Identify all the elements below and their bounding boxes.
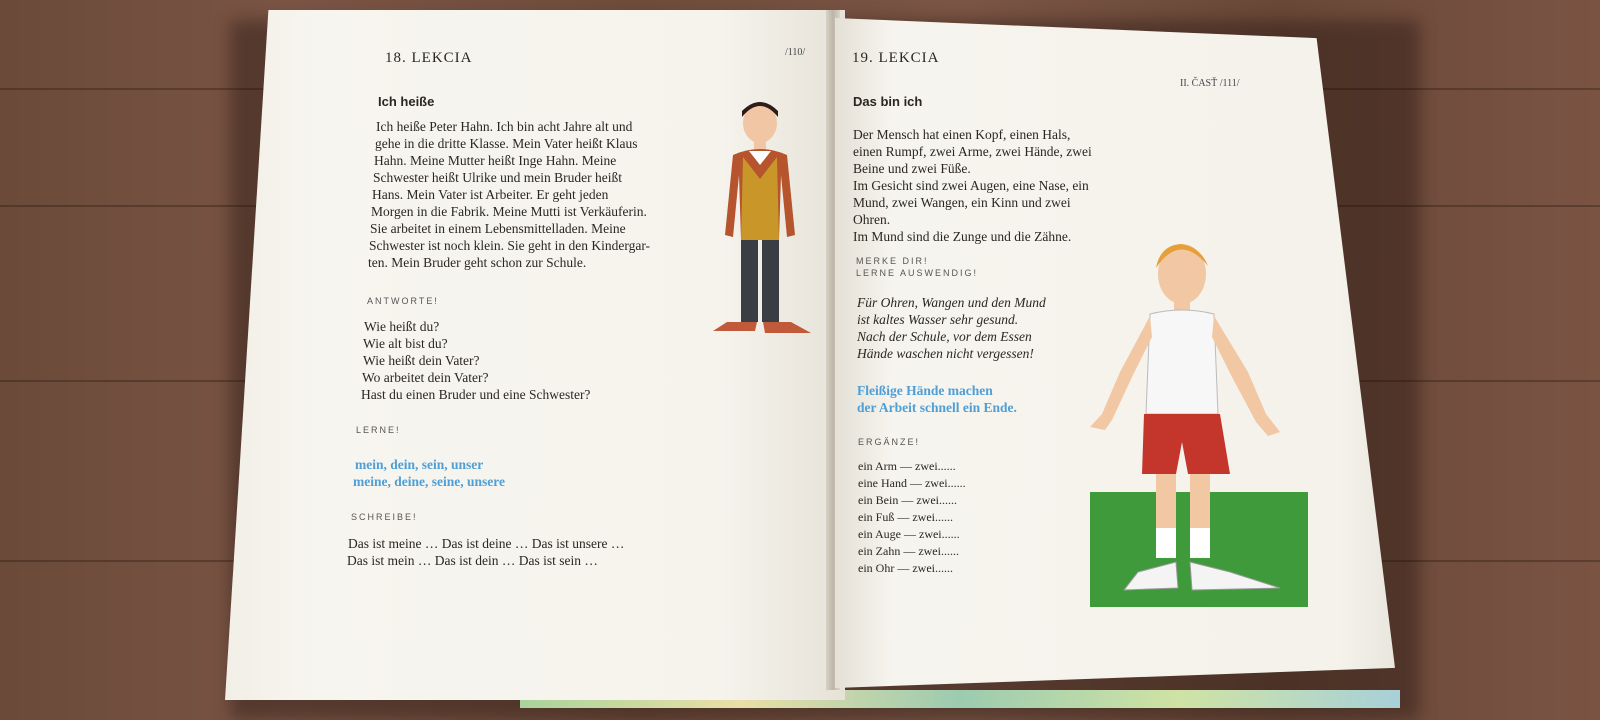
paragraph-line: Der Mensch hat einen Kopf, einen Hals, — [853, 127, 1071, 142]
boy-illustration — [705, 95, 815, 345]
learn-label: LERNE! — [356, 425, 401, 435]
left-lesson-title: Ich heiße — [378, 94, 435, 109]
paragraph-line: Morgen in die Fabrik. Meine Mutti ist Verkäuferin. — [371, 204, 647, 219]
right-page-number: II. ČASŤ /111/ — [1180, 78, 1240, 89]
exercise-item: ein Auge — zwei...... — [858, 527, 960, 541]
paragraph-line: Ohren. — [853, 212, 891, 227]
write-line: Das ist mein … Das ist dein … Das ist sein … — [347, 553, 598, 568]
paragraph-line: Mund, zwei Wangen, ein Kinn und zwei — [853, 195, 1071, 210]
learn-line: mein, dein, sein, unser — [355, 457, 484, 472]
question-item: Wie heißt du? — [364, 319, 440, 334]
question-item: Wie heißt dein Vater? — [363, 353, 480, 368]
complete-label: ERGÄNZE! — [858, 437, 921, 447]
right-lesson-header: 19. LEKCIA — [852, 50, 940, 66]
left-paragraph — [368, 118, 657, 271]
exercise-item: ein Zahn — zwei...... — [858, 544, 959, 558]
poem-line: Für Ohren, Wangen und den Mund — [857, 295, 1046, 310]
question-item: Hast du einen Bruder und eine Schwester? — [361, 387, 591, 402]
boy-on-grass-illustration — [1080, 232, 1310, 612]
paragraph-line: Ich heiße Peter Hahn. Ich bin acht Jahre alt und — [376, 119, 633, 134]
proverb-line: Fleißige Hände machen — [857, 383, 993, 398]
proverb-line: der Arbeit schnell ein Ende. — [857, 400, 1017, 415]
right-paragraph — [853, 126, 1092, 245]
left-lesson-header: 18. LEKCIA — [385, 50, 473, 66]
answer-label: ANTWORTE! — [367, 296, 439, 306]
paragraph-line: einen Rumpf, zwei Arme, zwei Hände, zwei — [853, 144, 1092, 159]
paragraph-line: Sie arbeitet in einem Lebensmittelladen. Meine — [370, 221, 626, 236]
paragraph-line: Schwester heißt Ulrike und mein Bruder heißt — [373, 170, 622, 185]
questions-list — [361, 318, 593, 403]
left-page-number: /110/ — [785, 47, 806, 58]
memo-label: MERKE DIR! — [856, 256, 929, 266]
paragraph-line: gehe in die dritte Klasse. Mein Vater heißt Klaus — [375, 136, 638, 151]
paragraph-line: Im Mund sind die Zunge und die Zähne. — [853, 229, 1072, 244]
poem-line: Nach der Schule, vor dem Essen — [857, 329, 1032, 344]
learn-line: meine, deine, seine, unsere — [353, 474, 505, 489]
paragraph-line: Schwester ist noch klein. Sie geht in den Kindergar- — [369, 238, 651, 253]
paragraph-line: Im Gesicht sind zwei Augen, eine Nase, ein — [853, 178, 1089, 193]
paragraph-line: Hans. Mein Vater ist Arbeiter. Er geht jeden — [372, 187, 609, 202]
paragraph-line: Beine und zwei Füße. — [853, 161, 971, 176]
exercise-item: ein Ohr — zwei...... — [858, 561, 953, 575]
poem — [857, 294, 1046, 362]
paragraph-line: ten. Mein Bruder geht schon zur Schule. — [368, 255, 587, 270]
right-lesson-title: Das bin ich — [853, 94, 923, 109]
exercise-item: ein Fuß — zwei...... — [858, 510, 953, 524]
exercise-item: ein Arm — zwei...... — [858, 459, 956, 473]
write-line: Das ist meine … Das ist deine … Das ist unsere … — [348, 536, 625, 551]
paragraph-line: Hahn. Meine Mutter heißt Inge Hahn. Meine — [374, 153, 617, 168]
exercise-item: ein Bein — zwei...... — [858, 493, 957, 507]
write-label: SCHREIBE! — [351, 512, 418, 522]
memo-label: LERNE AUSWENDIG! — [856, 268, 979, 278]
exercise-item: eine Hand — zwei...... — [858, 476, 966, 490]
exercise-list — [858, 458, 966, 577]
poem-line: ist kaltes Wasser sehr gesund. — [857, 312, 1019, 327]
question-item: Wie alt bist du? — [363, 336, 448, 351]
question-item: Wo arbeitet dein Vater? — [362, 370, 489, 385]
poem-line: Hände waschen nicht vergessen! — [857, 346, 1034, 361]
